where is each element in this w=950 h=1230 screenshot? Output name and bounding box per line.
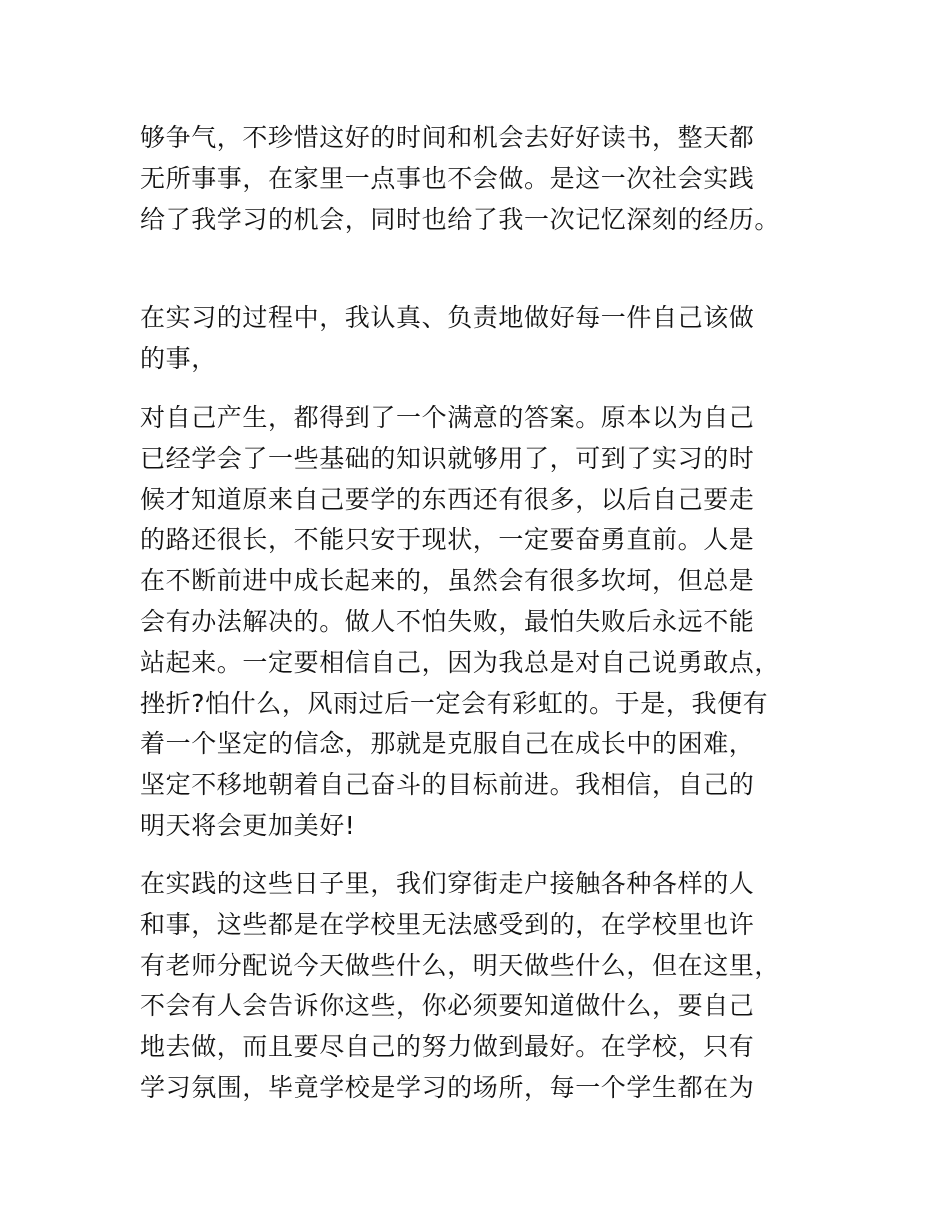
text-line: 够争气，不珍惜这好的时间和机会去好好读书，整天都 [140, 123, 755, 152]
text-line: 候才知道原来自己要学的东西还有很多，以后自己要走 [140, 484, 755, 514]
paragraph-2 [140, 298, 820, 380]
text-line: 对自己产生，都得到了一个满意的答案。原本以为自己 [140, 403, 755, 432]
text-line: 给了我学习的机会，同时也给了我一次记忆深刻的经历。 [140, 204, 781, 234]
document-page [140, 0, 820, 1230]
text-line: 不会有人会告诉你这些，你必须要知道做什么，要自己 [140, 991, 755, 1021]
text-line: 学习氛围，毕竟学校是学习的场所，每一个学生都在为 [140, 1072, 755, 1102]
text-line: 在不断前进中成长起来的，虽然会有很多坎坷，但总是 [140, 566, 755, 596]
text-line: 在实习的过程中，我认真、负责地做好每一件自己该做 [140, 303, 755, 332]
text-line: 挫折?怕什么，风雨过后一定会有彩虹的。于是，我便有 [140, 688, 769, 718]
text-line: 地去做，而且要尽自己的努力做到最好。在学校，只有 [140, 1032, 755, 1062]
text-line: 会有办法解决的。做人不怕失败，最怕失败后永远不能 [140, 606, 755, 636]
text-line: 着一个坚定的信念，那就是克服自己在成长中的困难， [140, 729, 755, 759]
text-line: 明天将会更加美好! [140, 810, 356, 840]
paragraph-1 [140, 118, 820, 240]
text-line: 有老师分配说今天做些什么，明天做些什么，但在这里， [140, 950, 781, 980]
text-line: 在实践的这些日子里，我们穿街走户接触各种各样的人 [140, 869, 755, 898]
text-line: 和事，这些都是在学校里无法感受到的，在学校里也许 [140, 909, 755, 939]
text-line: 无所事事，在家里一点事也不会做。是这一次社会实践 [140, 163, 755, 193]
text-line: 的事， [140, 343, 217, 373]
paragraph-4 [140, 864, 820, 1109]
text-line: 坚定不移地朝着自己奋斗的目标前进。我相信，自己的 [140, 770, 755, 800]
text-line: 站起来。一定要相信自己，因为我总是对自己说勇敢点， [140, 647, 781, 677]
text-line: 的路还很长，不能只安于现状，一定要奋勇直前。人是 [140, 525, 755, 555]
paragraph-3 [140, 398, 820, 847]
text-line: 已经学会了一些基础的知识就够用了，可到了实习的时 [140, 443, 755, 473]
